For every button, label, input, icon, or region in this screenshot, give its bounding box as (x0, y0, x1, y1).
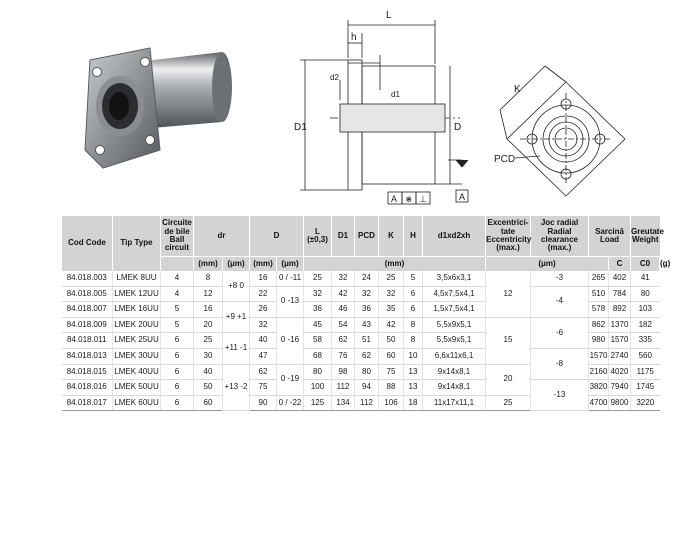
cell-C0: 402 (609, 271, 631, 286)
cell-D: 90 (250, 395, 277, 411)
cell-L: 80 (304, 364, 332, 380)
col-header-type: Tip Type (113, 216, 161, 271)
cell-holes: 1,5x7,5x4,1 (423, 302, 486, 318)
cell-code: 84.018.007 (62, 302, 113, 318)
cell-circuit: 6 (161, 380, 194, 396)
cell-C: 862 (589, 317, 609, 333)
unit-dr-um: (μm) (223, 257, 250, 272)
cell-code: 84.018.011 (62, 333, 113, 349)
cell-type: LMEK 16UU (113, 302, 161, 318)
cell-C0: 892 (609, 302, 631, 318)
cell-PCD: 80 (355, 364, 379, 380)
cell-D1: 32 (332, 271, 355, 286)
cell-holes: 11x17x11,1 (423, 395, 486, 411)
cell-holes: 6,6x11x6,1 (423, 348, 486, 364)
cell-dr: 50 (194, 380, 223, 396)
cell-L: 125 (304, 395, 332, 411)
col-header-K: K (379, 216, 404, 257)
cell-D: 26 (250, 302, 277, 318)
cell-dr: 25 (194, 333, 223, 349)
cell-type: LMEK 25UU (113, 333, 161, 349)
specification-table: Cod Code Tip Type Circuite de bile Ball circuit dr D L (±0,3) D1 PCD K H d1xd2xh Excentrici- tate Eccentricity (max.) Joc radial Radial clearance (max.) Sarcină Load Greutate Weight (mm) (μm) (mm) (μm) (mm) (μm) C C0 (g) 84.018.003 LMEK 8UU 4 8 +8 0 16 0 / -11 25 32 24 25 5 3,5x6x3,1 12 -3 265 402 41 84.018.005 LMEK 12UU 4 12 22 0 -13 32 42 32 32 6 4,5x7,5x4,1 -4 510 784 80 84.018.007 LMEK 16UU 5 16 +9 +1 26 36 46 36 35 6 1,5x7,5x4,1 578 892 103 84.018.009 LMEK 20UU 5 20 32 0 -16 45 54 43 42 8 5,5x9x5,1 15 -6 862 1370 182 84.018.011 LMEK 25UU 6 25 +11 -1 40 58 62 51 50 8 5,5x9x5,1 980 1570 335 84.018.013 LMEK 30UU 6 30 47 68 76 62 60 10 6,6x11x6,1 -8 1570 2740 560 84.018.015 LMEK 40UU 6 40 +13 -2 62 0 -19 80 98 80 75 13 9x14x8,1 20 2160 4020 1175 84.018.016 LMEK 50UU 6 50 75 100 112 94 88 13 9x14x8,1 -13 3820 7940 1745 84.018.017 LMEK 60UU 6 60 90 0 / -22 125 134 112 106 18 11x17x11,1 25 4700 9800 3220 (61, 216, 660, 411)
table-row (62, 271, 660, 286)
col-header-eccentricity: Excentrici- tate Eccentricity (max.) (486, 216, 531, 257)
cell-D-tolerance: 0 / -22 (277, 395, 304, 411)
cell-D: 47 (250, 348, 277, 364)
cell-type: LMEK 60UU (113, 395, 161, 411)
cell-type: LMEK 30UU (113, 348, 161, 364)
cell-L: 100 (304, 380, 332, 396)
cell-H: 6 (404, 302, 423, 318)
cell-weight: 3220 (631, 395, 660, 411)
cell-dr: 60 (194, 395, 223, 411)
cell-type: LMEK 20UU (113, 317, 161, 333)
col-header-weight: Greutate Weight (631, 216, 660, 257)
cell-type: LMEK 12UU (113, 286, 161, 302)
cell-clearance: -6 (531, 317, 589, 348)
datum-label: A (391, 194, 398, 204)
cell-K: 35 (379, 302, 404, 318)
dim-label-K: K (514, 84, 521, 95)
cell-H: 8 (404, 333, 423, 349)
cell-D1: 54 (332, 317, 355, 333)
col-header-clearance: Joc radial Radial clearance (max.) (531, 216, 589, 257)
col-header-load: Sarcină Load (589, 216, 631, 257)
unit-D-mm: (mm) (250, 257, 277, 272)
table-row (62, 348, 660, 364)
cell-L: 32 (304, 286, 332, 302)
cell-D: 32 (250, 317, 277, 333)
cell-H: 18 (404, 395, 423, 411)
cell-weight: 41 (631, 271, 660, 286)
cell-C: 4700 (589, 395, 609, 411)
cell-D1: 112 (332, 380, 355, 396)
cell-C: 3820 (589, 380, 609, 396)
cell-holes: 3,5x6x3,1 (423, 271, 486, 286)
cell-H: 13 (404, 364, 423, 380)
cell-PCD: 32 (355, 286, 379, 302)
cell-D1: 76 (332, 348, 355, 364)
cell-circuit: 6 (161, 348, 194, 364)
cell-C: 578 (589, 302, 609, 318)
cell-dr: 30 (194, 348, 223, 364)
cell-H: 6 (404, 286, 423, 302)
cell-C0: 7940 (609, 380, 631, 396)
cell-D: 75 (250, 380, 277, 396)
cell-weight: 1745 (631, 380, 660, 396)
cell-dr: 40 (194, 364, 223, 380)
cell-D-tolerance: 0 -13 (277, 286, 304, 317)
cell-D1: 98 (332, 364, 355, 380)
datum-box-label: A (459, 192, 466, 202)
cell-code: 84.018.013 (62, 348, 113, 364)
cell-K: 106 (379, 395, 404, 411)
cell-C0: 2740 (609, 348, 631, 364)
col-header-D1: D1 (332, 216, 355, 257)
cell-D1: 134 (332, 395, 355, 411)
cell-eccentricity: 15 (486, 317, 531, 364)
cell-L: 68 (304, 348, 332, 364)
cell-K: 60 (379, 348, 404, 364)
cell-D1: 42 (332, 286, 355, 302)
cell-dr-tolerance: +9 +1 (223, 302, 250, 333)
dim-label-d2: d2 (330, 73, 339, 82)
cell-dr: 16 (194, 302, 223, 318)
table-row (62, 380, 660, 396)
cell-type: LMEK 50UU (113, 380, 161, 396)
col-header-code: Cod Code (62, 216, 113, 271)
cell-circuit: 6 (161, 364, 194, 380)
cell-H: 8 (404, 317, 423, 333)
cell-circuit: 4 (161, 271, 194, 286)
cell-PCD: 51 (355, 333, 379, 349)
cell-weight: 182 (631, 317, 660, 333)
cell-weight: 335 (631, 333, 660, 349)
cell-D1: 62 (332, 333, 355, 349)
dim-label-L: L (386, 10, 392, 21)
cell-L: 25 (304, 271, 332, 286)
cell-eccentricity: 20 (486, 364, 531, 395)
cell-C: 2160 (589, 364, 609, 380)
cell-circuit: 6 (161, 395, 194, 411)
cell-dr-tolerance: +8 0 (223, 271, 250, 302)
cell-dr-tolerance: +11 -1 (223, 333, 250, 364)
cell-holes: 5,5x9x5,1 (423, 317, 486, 333)
dim-label-D1: D1 (294, 122, 307, 133)
unit-circuits (161, 257, 194, 272)
table-row (62, 286, 660, 302)
cell-K: 50 (379, 333, 404, 349)
perpendicular-symbol: ⊥ (419, 194, 427, 204)
unit-C: C (609, 257, 631, 272)
cell-D: 62 (250, 364, 277, 380)
cell-K: 32 (379, 286, 404, 302)
cell-dr: 12 (194, 286, 223, 302)
cell-code: 84.018.015 (62, 364, 113, 380)
cell-C0: 1370 (609, 317, 631, 333)
col-header-H: H (404, 216, 423, 257)
col-header-dr: dr (194, 216, 250, 257)
cell-code: 84.018.009 (62, 317, 113, 333)
cell-PCD: 94 (355, 380, 379, 396)
cell-C0: 4020 (609, 364, 631, 380)
cell-clearance: -4 (531, 286, 589, 317)
cell-C0: 9800 (609, 395, 631, 411)
cell-K: 42 (379, 317, 404, 333)
cell-holes: 9x14x8,1 (423, 364, 486, 380)
cell-C0: 784 (609, 286, 631, 302)
cell-H: 13 (404, 380, 423, 396)
cell-weight: 1175 (631, 364, 660, 380)
dim-label-D: D (454, 122, 462, 133)
cell-weight: 103 (631, 302, 660, 318)
cell-clearance: -13 (531, 380, 589, 411)
cell-L: 45 (304, 317, 332, 333)
cell-circuit: 5 (161, 317, 194, 333)
unit-mm: (mm) (304, 257, 486, 272)
dim-label-h: h (351, 32, 357, 43)
cell-PCD: 62 (355, 348, 379, 364)
cell-L: 36 (304, 302, 332, 318)
unit-um: (μm) (486, 257, 609, 272)
table-row (62, 317, 660, 333)
cell-K: 75 (379, 364, 404, 380)
dim-label-d1: d1 (391, 90, 400, 99)
cell-clearance: -8 (531, 348, 589, 379)
col-header-circuits: Circuite de bile Ball circuit (161, 216, 194, 257)
cell-code: 84.018.003 (62, 271, 113, 286)
bushing-photo (85, 48, 232, 168)
product-figures (0, 0, 700, 215)
cell-D-tolerance: 0 / -11 (277, 271, 304, 286)
col-header-D: D (250, 216, 304, 257)
cell-C: 510 (589, 286, 609, 302)
cell-PCD: 24 (355, 271, 379, 286)
cell-type: LMEK 40UU (113, 364, 161, 380)
cell-H: 5 (404, 271, 423, 286)
cell-D-tolerance: 0 -16 (277, 317, 304, 364)
cell-code: 84.018.016 (62, 380, 113, 396)
cell-type: LMEK 8UU (113, 271, 161, 286)
cell-C0: 1570 (609, 333, 631, 349)
cell-H: 10 (404, 348, 423, 364)
cell-code: 84.018.005 (62, 286, 113, 302)
col-header-PCD: PCD (355, 216, 379, 257)
dim-label-PCD: PCD (494, 154, 516, 165)
cell-D: 22 (250, 286, 277, 302)
cell-PCD: 36 (355, 302, 379, 318)
cell-D: 40 (250, 333, 277, 349)
unit-dr-mm: (mm) (194, 257, 223, 272)
cell-dr: 8 (194, 271, 223, 286)
cell-K: 88 (379, 380, 404, 396)
cell-D-tolerance: 0 -19 (277, 364, 304, 395)
cell-K: 25 (379, 271, 404, 286)
cell-dr-tolerance: +13 -2 (223, 364, 250, 411)
col-header-L: L (±0,3) (304, 216, 332, 257)
col-header-holes: d1xd2xh (423, 216, 486, 257)
cell-C: 265 (589, 271, 609, 286)
cell-eccentricity: 12 (486, 271, 531, 317)
cell-dr: 20 (194, 317, 223, 333)
unit-D-um: (μm) (277, 257, 304, 272)
cell-weight: 560 (631, 348, 660, 364)
cell-PCD: 43 (355, 317, 379, 333)
cell-L: 58 (304, 333, 332, 349)
cell-eccentricity: 25 (486, 395, 531, 411)
cell-clearance: -3 (531, 271, 589, 286)
unit-C0: C0 (631, 257, 660, 272)
cell-circuit: 6 (161, 333, 194, 349)
cell-D1: 46 (332, 302, 355, 318)
cell-C: 980 (589, 333, 609, 349)
side-drawing (300, 20, 468, 204)
cell-circuit: 4 (161, 286, 194, 302)
cell-D: 16 (250, 271, 277, 286)
cell-C: 1570 (589, 348, 609, 364)
cell-code: 84.018.017 (62, 395, 113, 411)
cell-holes: 4,5x7,5x4,1 (423, 286, 486, 302)
cell-holes: 5,5x9x5,1 (423, 333, 486, 349)
cell-circuit: 5 (161, 302, 194, 318)
cell-PCD: 112 (355, 395, 379, 411)
cell-weight: 80 (631, 286, 660, 302)
tolerance-symbol: ⋇ (405, 194, 413, 204)
cell-holes: 9x14x8,1 (423, 380, 486, 396)
